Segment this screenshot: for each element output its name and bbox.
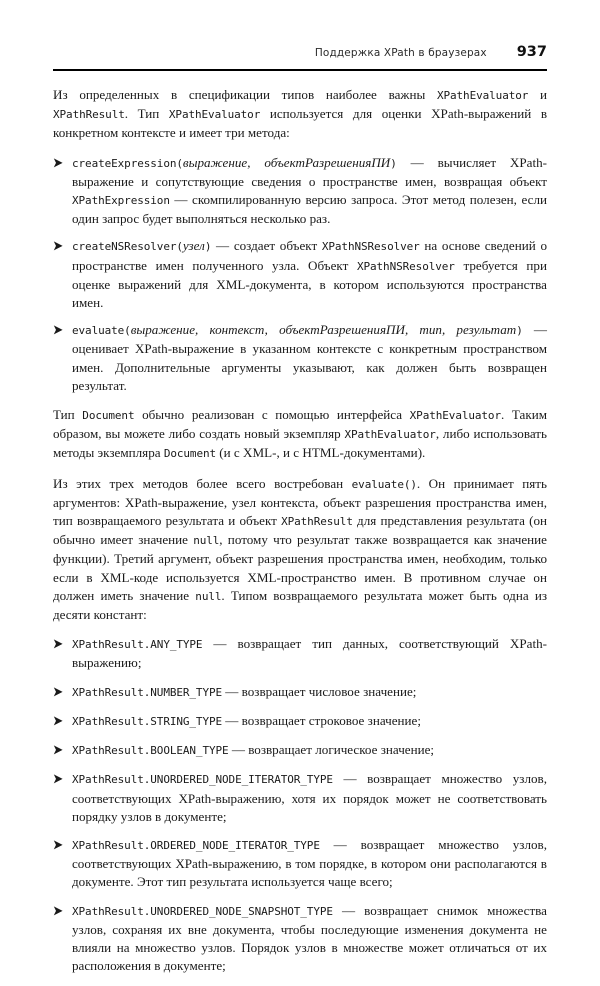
page-number: 937	[516, 44, 547, 60]
method-desc-1: — оценивает XPath-выражение в указанном контексте с конкретным пространством имен. Дополнительные аргументы указывают, как должен быть возвращен результат.	[72, 322, 548, 393]
list-item	[53, 902, 547, 976]
constant-name: XPathResult.BOOLEAN_TYPE	[72, 744, 229, 758]
method-signature-close: )	[204, 240, 212, 254]
eval-text-5: . Типом возвращаемого результата может быть одна из десяти констант:	[53, 587, 548, 623]
list-item	[53, 712, 547, 731]
method-params: узел	[182, 238, 205, 254]
list-item	[53, 237, 547, 312]
document-paragraph	[53, 406, 547, 464]
list-item	[53, 741, 547, 760]
intro-text-2: и	[528, 87, 548, 102]
constant-name: XPathResult.ANY_TYPE	[72, 638, 203, 652]
code-xpathevaluator-1: XPathEvaluator	[436, 89, 529, 102]
code-xpathevaluator-4: XPathEvaluator	[344, 428, 436, 442]
code-xpathresult-1: XPathResult	[53, 108, 125, 122]
code-evaluate: evaluate()	[351, 477, 417, 491]
eval-text-1: Из этих трех методов более всего востребован	[53, 475, 352, 491]
method-params: выражение, контекст, объектРазрешенияПИ, тип, результат	[130, 322, 517, 338]
doc-text-3: . Таким образом, вы можете либо создать новый экземпляр	[53, 407, 547, 442]
arrow-bullet-icon	[53, 715, 64, 727]
method-desc-2: на основе сведений о пространстве имен полученного узла. Объект	[72, 238, 547, 273]
methods-list	[53, 154, 547, 395]
eval-text-2: . Он принимает пять аргументов: XPath-выражение, узел контекста, объект разрешения пространства имен, тип возвращаемого результата и объект	[53, 475, 547, 529]
doc-text-5: (и с XML-, и с HTML-документами).	[216, 445, 426, 461]
arrow-bullet-icon	[53, 240, 64, 252]
method-signature-open: createExpression(	[72, 156, 183, 170]
list-item	[53, 635, 547, 672]
code-document-1: Document	[82, 409, 135, 423]
method-desc-1: — создает объект	[211, 238, 322, 254]
doc-text-1: Тип	[53, 407, 83, 423]
code-null-2: null	[195, 589, 222, 603]
page-content	[53, 86, 547, 986]
constants-list	[53, 635, 547, 975]
header-divider	[53, 69, 547, 71]
intro-text-1: Из определенных в спецификации типов наиболее важны	[53, 87, 437, 102]
arrow-bullet-icon	[53, 744, 64, 756]
code-xpathevaluator-2: XPathEvaluator	[168, 108, 261, 122]
evaluate-paragraph	[53, 475, 547, 625]
constant-name: XPathResult.UNORDERED_NODE_ITERATOR_TYPE	[72, 773, 333, 787]
constant-description: — возвращает множество узлов, соответствующих XPath-выражению, в том порядке, в котором они располагаются в документе. Этот тип результата используется чаще всего;	[72, 836, 547, 890]
intro-paragraph	[53, 86, 547, 143]
constant-description: — возвращает логическое значение;	[228, 742, 435, 758]
code-xpathnsresolver-2: XPathNSResolver	[356, 259, 455, 273]
code-xpathevaluator-3: XPathEvaluator	[409, 409, 501, 423]
arrow-bullet-icon	[53, 686, 64, 698]
arrow-bullet-icon	[53, 638, 64, 650]
method-desc-1: — вычисляет XPath-выражение и сопутствующие сведения о пространстве имен, возвращая объект	[72, 154, 548, 189]
list-item	[53, 154, 547, 229]
intro-text-4: используется для оценки XPath-выражений в конкретном контексте и имеет три метода:	[53, 106, 547, 141]
method-signature-open: createNSResolver(	[72, 240, 183, 254]
running-head-title: Поддержка XPath в браузерах	[314, 47, 487, 59]
code-xpathexpression: XPathExpression	[72, 194, 170, 208]
method-signature-close: )	[516, 324, 523, 338]
method-params: выражение, объектРазрешенияПИ	[182, 154, 391, 170]
arrow-bullet-icon	[53, 324, 64, 336]
constant-description: — возвращает множество узлов, соответствующих XPath-выражению, хотя их порядок может не соответствовать порядку узлов в документе;	[72, 771, 547, 824]
doc-text-4: , либо использовать методы экземпляра	[53, 426, 547, 461]
arrow-bullet-icon	[53, 905, 64, 917]
constant-name: XPathResult.ORDERED_NODE_ITERATOR_TYPE	[72, 838, 320, 852]
list-item	[53, 836, 547, 892]
code-null-1: null	[193, 534, 220, 548]
code-document-2: Document	[163, 447, 217, 461]
doc-text-2: обычно реализован с помощью интерфейса	[134, 407, 410, 423]
code-xpathresult-2: XPathResult	[281, 515, 353, 529]
arrow-bullet-icon	[53, 773, 64, 785]
code-xpathnsresolver-1: XPathNSResolver	[321, 240, 420, 254]
method-signature-close: )	[390, 156, 397, 170]
constant-description: — возвращает строковое значение;	[222, 712, 421, 728]
constant-description: — возвращает тип данных, соответствующий XPath-выражению;	[72, 636, 547, 671]
intro-text-3: . Тип	[124, 106, 169, 122]
arrow-bullet-icon	[53, 157, 64, 169]
list-item	[53, 321, 547, 395]
constant-name: XPathResult.STRING_TYPE	[72, 714, 223, 728]
list-item	[53, 683, 547, 702]
method-desc-2: — скомпилированную версию запроса. Этот метод полезен, если один запрос будет выполняться несколько раз.	[72, 192, 547, 227]
running-head	[53, 44, 547, 60]
eval-text-4: , потому что результат также возвращается как значение функции). Третий аргумент, объект разрешения пространства имен, необходим, только если в XML-коде используется XML-пространство имен. В противном случае он должен иметь значение	[53, 532, 547, 603]
method-signature-open: evaluate(	[72, 324, 131, 338]
constant-name: XPathResult.UNORDERED_NODE_SNAPSHOT_TYPE	[72, 904, 333, 918]
constant-name: XPathResult.NUMBER_TYPE	[72, 685, 223, 699]
constant-description: — возвращает снимок множества узлов, сохраняя их вне документа, чтобы последующие изменения документа не влияли на множество узлов. Порядок узлов в множестве может отличаться от их расположения в документе;	[72, 902, 547, 974]
list-item	[53, 770, 547, 826]
constant-description: — возвращает числовое значение;	[222, 683, 417, 699]
arrow-bullet-icon	[53, 839, 64, 851]
eval-text-3: для представления результата (он обычно имеет значение	[53, 513, 548, 548]
method-desc-3: требуется при оценке выражений для XML-документа, в котором используются пространства имен.	[72, 257, 547, 311]
